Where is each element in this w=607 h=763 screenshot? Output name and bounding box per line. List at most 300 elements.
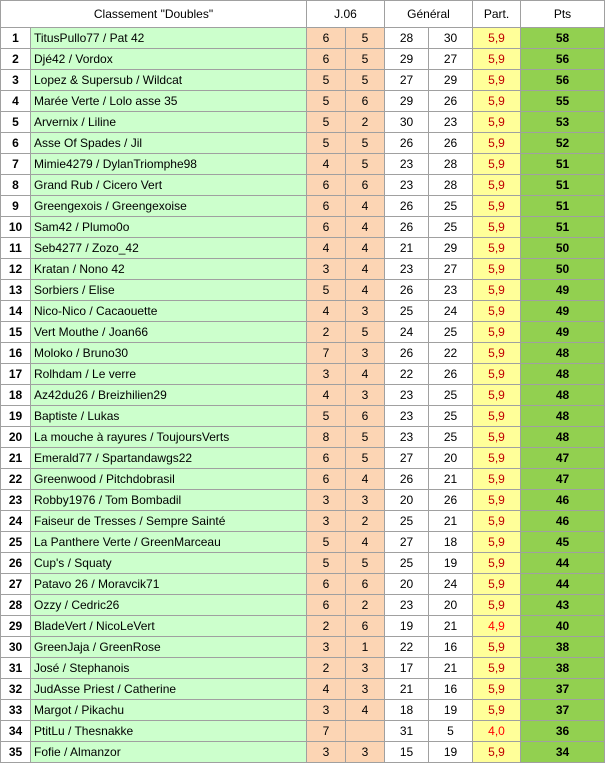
- team-name-cell: Seb4277 / Zozo_42: [31, 238, 307, 259]
- rank-cell: 33: [1, 700, 31, 721]
- rank-cell: 26: [1, 553, 31, 574]
- general-score-2-cell: 27: [429, 49, 473, 70]
- team-name-cell: Grand Rub / Cicero Vert: [31, 175, 307, 196]
- points-cell: 49: [521, 280, 605, 301]
- general-score-1-cell: 23: [385, 175, 429, 196]
- points-cell: 48: [521, 406, 605, 427]
- rank-cell: 8: [1, 175, 31, 196]
- participation-cell: 5,9: [473, 574, 521, 595]
- round-score-1-cell: 7: [307, 343, 346, 364]
- round-score-1-cell: 2: [307, 616, 346, 637]
- team-name-cell: La mouche à rayures / ToujoursVerts: [31, 427, 307, 448]
- round-score-2-cell: 5: [346, 427, 385, 448]
- general-score-2-cell: 22: [429, 343, 473, 364]
- general-score-2-cell: 24: [429, 574, 473, 595]
- points-cell: 48: [521, 364, 605, 385]
- general-score-2-cell: 21: [429, 616, 473, 637]
- table-row: [1, 511, 605, 532]
- participation-cell: 5,9: [473, 280, 521, 301]
- general-score-1-cell: 27: [385, 70, 429, 91]
- round-score-1-cell: 6: [307, 196, 346, 217]
- round-score-1-cell: 5: [307, 133, 346, 154]
- participation-cell: 5,9: [473, 175, 521, 196]
- round-score-1-cell: 5: [307, 553, 346, 574]
- round-score-1-cell: 4: [307, 385, 346, 406]
- participation-cell: 5,9: [473, 49, 521, 70]
- general-score-1-cell: 31: [385, 721, 429, 742]
- team-name-cell: Faiseur de Tresses / Sempre Sainté: [31, 511, 307, 532]
- participation-cell: 5,9: [473, 742, 521, 763]
- participation-cell: 5,9: [473, 700, 521, 721]
- points-cell: 51: [521, 196, 605, 217]
- team-name-cell: José / Stephanois: [31, 658, 307, 679]
- participation-cell: 5,9: [473, 133, 521, 154]
- table-row: [1, 721, 605, 742]
- general-score-1-cell: 15: [385, 742, 429, 763]
- round-score-2-cell: 4: [346, 469, 385, 490]
- round-score-2-cell: 5: [346, 133, 385, 154]
- participation-cell: 5,9: [473, 658, 521, 679]
- participation-cell: 5,9: [473, 595, 521, 616]
- rank-cell: 15: [1, 322, 31, 343]
- team-name-cell: Rolhdam / Le verre: [31, 364, 307, 385]
- general-score-1-cell: 26: [385, 196, 429, 217]
- participation-cell: 4,0: [473, 721, 521, 742]
- round-score-1-cell: 5: [307, 112, 346, 133]
- general-score-1-cell: 20: [385, 490, 429, 511]
- general-score-2-cell: 20: [429, 595, 473, 616]
- table-row: [1, 112, 605, 133]
- team-name-cell: Greengexois / Greengexoise: [31, 196, 307, 217]
- general-score-2-cell: 25: [429, 427, 473, 448]
- round-score-1-cell: 3: [307, 742, 346, 763]
- participation-cell: 5,9: [473, 553, 521, 574]
- points-cell: 48: [521, 343, 605, 364]
- team-name-cell: Asse Of Spades / Jil: [31, 133, 307, 154]
- round-score-1-cell: 6: [307, 217, 346, 238]
- participation-cell: 5,9: [473, 112, 521, 133]
- round-score-2-cell: [346, 721, 385, 742]
- points-cell: 52: [521, 133, 605, 154]
- team-name-cell: Sam42 / Plumo0o: [31, 217, 307, 238]
- team-name-cell: Cup's / Squaty: [31, 553, 307, 574]
- team-name-cell: Nico-Nico / Cacaouette: [31, 301, 307, 322]
- round-score-1-cell: 6: [307, 574, 346, 595]
- general-score-2-cell: 23: [429, 112, 473, 133]
- general-score-1-cell: 25: [385, 511, 429, 532]
- general-score-1-cell: 27: [385, 532, 429, 553]
- team-name-cell: Robby1976 / Tom Bombadil: [31, 490, 307, 511]
- round-score-1-cell: 3: [307, 511, 346, 532]
- team-name-cell: Fofie / Almanzor: [31, 742, 307, 763]
- round-score-2-cell: 3: [346, 742, 385, 763]
- round-score-2-cell: 5: [346, 28, 385, 49]
- participation-cell: 5,9: [473, 637, 521, 658]
- round-score-2-cell: 3: [346, 658, 385, 679]
- table-row: [1, 448, 605, 469]
- rank-cell: 3: [1, 70, 31, 91]
- rank-cell: 16: [1, 343, 31, 364]
- points-cell: 56: [521, 70, 605, 91]
- round-score-2-cell: 3: [346, 385, 385, 406]
- round-score-2-cell: 5: [346, 49, 385, 70]
- team-name-cell: PtitLu / Thesnakke: [31, 721, 307, 742]
- team-name-cell: Kratan / Nono 42: [31, 259, 307, 280]
- round-score-2-cell: 2: [346, 511, 385, 532]
- team-name-cell: Djé42 / Vordox: [31, 49, 307, 70]
- table-row: [1, 427, 605, 448]
- round-score-2-cell: 5: [346, 322, 385, 343]
- table-row: [1, 196, 605, 217]
- general-score-2-cell: 27: [429, 259, 473, 280]
- participation-cell: 5,9: [473, 301, 521, 322]
- table-row: [1, 259, 605, 280]
- table-row: [1, 280, 605, 301]
- rank-cell: 28: [1, 595, 31, 616]
- round-score-1-cell: 4: [307, 154, 346, 175]
- rank-cell: 9: [1, 196, 31, 217]
- general-score-2-cell: 28: [429, 154, 473, 175]
- round-score-2-cell: 6: [346, 616, 385, 637]
- participation-cell: 5,9: [473, 343, 521, 364]
- round-score-2-cell: 4: [346, 238, 385, 259]
- general-score-1-cell: 26: [385, 469, 429, 490]
- points-cell: 40: [521, 616, 605, 637]
- rank-cell: 17: [1, 364, 31, 385]
- general-score-2-cell: 20: [429, 448, 473, 469]
- round-score-2-cell: 4: [346, 280, 385, 301]
- points-cell: 37: [521, 679, 605, 700]
- table-row: [1, 406, 605, 427]
- rank-cell: 6: [1, 133, 31, 154]
- general-score-2-cell: 24: [429, 301, 473, 322]
- team-name-cell: Ozzy / Cedric26: [31, 595, 307, 616]
- round-score-1-cell: 7: [307, 721, 346, 742]
- team-name-cell: La Panthere Verte / GreenMarceau: [31, 532, 307, 553]
- rank-cell: 29: [1, 616, 31, 637]
- participation-cell: 5,9: [473, 259, 521, 280]
- team-name-cell: Arvernix / Liline: [31, 112, 307, 133]
- rank-cell: 30: [1, 637, 31, 658]
- round-score-1-cell: 3: [307, 637, 346, 658]
- general-score-1-cell: 26: [385, 280, 429, 301]
- team-name-cell: Baptiste / Lukas: [31, 406, 307, 427]
- points-cell: 56: [521, 49, 605, 70]
- participation-cell: 5,9: [473, 490, 521, 511]
- round-score-1-cell: 4: [307, 238, 346, 259]
- points-cell: 45: [521, 532, 605, 553]
- table-row: [1, 532, 605, 553]
- round-score-1-cell: 3: [307, 364, 346, 385]
- round-score-2-cell: 4: [346, 196, 385, 217]
- round-score-1-cell: 6: [307, 28, 346, 49]
- participation-cell: 5,9: [473, 406, 521, 427]
- team-name-cell: JudAsse Priest / Catherine: [31, 679, 307, 700]
- general-score-2-cell: 21: [429, 511, 473, 532]
- rank-cell: 27: [1, 574, 31, 595]
- general-score-2-cell: 28: [429, 175, 473, 196]
- rank-cell: 1: [1, 28, 31, 49]
- participation-cell: 5,9: [473, 385, 521, 406]
- general-score-1-cell: 28: [385, 28, 429, 49]
- rank-cell: 34: [1, 721, 31, 742]
- table-row: [1, 133, 605, 154]
- round-score-1-cell: 6: [307, 175, 346, 196]
- general-score-2-cell: 19: [429, 553, 473, 574]
- team-name-cell: Vert Mouthe / Joan66: [31, 322, 307, 343]
- pts-header: Pts: [521, 1, 605, 28]
- general-score-2-cell: 16: [429, 679, 473, 700]
- points-cell: 50: [521, 259, 605, 280]
- general-score-1-cell: 29: [385, 49, 429, 70]
- general-score-2-cell: 18: [429, 532, 473, 553]
- round-score-1-cell: 5: [307, 280, 346, 301]
- general-score-2-cell: 30: [429, 28, 473, 49]
- round-score-2-cell: 6: [346, 406, 385, 427]
- table-row: [1, 91, 605, 112]
- general-score-1-cell: 21: [385, 679, 429, 700]
- round-score-2-cell: 5: [346, 70, 385, 91]
- rank-cell: 21: [1, 448, 31, 469]
- general-score-1-cell: 30: [385, 112, 429, 133]
- table-row: [1, 364, 605, 385]
- points-cell: 48: [521, 427, 605, 448]
- team-name-cell: Patavo 26 / Moravcik71: [31, 574, 307, 595]
- general-score-2-cell: 26: [429, 364, 473, 385]
- rank-cell: 10: [1, 217, 31, 238]
- header-row: [1, 1, 605, 28]
- general-score-1-cell: 25: [385, 301, 429, 322]
- participation-cell: 5,9: [473, 448, 521, 469]
- round-score-1-cell: 5: [307, 406, 346, 427]
- round-score-1-cell: 6: [307, 595, 346, 616]
- rank-cell: 4: [1, 91, 31, 112]
- general-score-1-cell: 27: [385, 448, 429, 469]
- team-name-cell: Emerald77 / Spartandawgs22: [31, 448, 307, 469]
- rank-cell: 22: [1, 469, 31, 490]
- table-row: [1, 385, 605, 406]
- table-row: [1, 28, 605, 49]
- general-score-2-cell: 26: [429, 490, 473, 511]
- participation-cell: 5,9: [473, 322, 521, 343]
- round-score-2-cell: 4: [346, 532, 385, 553]
- general-score-2-cell: 16: [429, 637, 473, 658]
- round-score-1-cell: 6: [307, 49, 346, 70]
- general-score-1-cell: 23: [385, 259, 429, 280]
- rank-cell: 11: [1, 238, 31, 259]
- table-row: [1, 595, 605, 616]
- round-score-1-cell: 4: [307, 679, 346, 700]
- general-header: Général: [385, 1, 473, 28]
- participation-cell: 5,9: [473, 238, 521, 259]
- general-score-1-cell: 26: [385, 343, 429, 364]
- participation-cell: 5,9: [473, 532, 521, 553]
- table-row: [1, 658, 605, 679]
- round-score-2-cell: 6: [346, 175, 385, 196]
- general-score-2-cell: 21: [429, 658, 473, 679]
- rank-cell: 24: [1, 511, 31, 532]
- points-cell: 43: [521, 595, 605, 616]
- rank-cell: 31: [1, 658, 31, 679]
- rank-cell: 18: [1, 385, 31, 406]
- points-cell: 55: [521, 91, 605, 112]
- points-cell: 34: [521, 742, 605, 763]
- table-row: [1, 637, 605, 658]
- team-name-cell: GreenJaja / GreenRose: [31, 637, 307, 658]
- general-score-2-cell: 25: [429, 196, 473, 217]
- team-name-cell: TitusPullo77 / Pat 42: [31, 28, 307, 49]
- team-name-cell: Margot / Pikachu: [31, 700, 307, 721]
- points-cell: 46: [521, 490, 605, 511]
- round-score-2-cell: 2: [346, 112, 385, 133]
- round-score-1-cell: 4: [307, 301, 346, 322]
- team-name-cell: Sorbiers / Elise: [31, 280, 307, 301]
- general-score-1-cell: 25: [385, 553, 429, 574]
- round-score-2-cell: 6: [346, 574, 385, 595]
- round-score-2-cell: 6: [346, 91, 385, 112]
- points-cell: 38: [521, 637, 605, 658]
- table-row: [1, 301, 605, 322]
- round-score-2-cell: 3: [346, 343, 385, 364]
- round-score-1-cell: 5: [307, 532, 346, 553]
- general-score-1-cell: 24: [385, 322, 429, 343]
- table-row: [1, 553, 605, 574]
- points-cell: 58: [521, 28, 605, 49]
- rank-cell: 19: [1, 406, 31, 427]
- participation-cell: 5,9: [473, 364, 521, 385]
- points-cell: 37: [521, 700, 605, 721]
- participation-cell: 5,9: [473, 154, 521, 175]
- table-row: [1, 574, 605, 595]
- general-score-1-cell: 21: [385, 238, 429, 259]
- table-row: [1, 49, 605, 70]
- table-row: [1, 343, 605, 364]
- participation-cell: 5,9: [473, 511, 521, 532]
- round-score-2-cell: 1: [346, 637, 385, 658]
- team-name-cell: Lopez & Supersub / Wildcat: [31, 70, 307, 91]
- rank-cell: 20: [1, 427, 31, 448]
- table-row: [1, 742, 605, 763]
- points-cell: 49: [521, 322, 605, 343]
- round-score-2-cell: 3: [346, 679, 385, 700]
- round-score-1-cell: 5: [307, 70, 346, 91]
- general-score-2-cell: 25: [429, 217, 473, 238]
- rank-cell: 32: [1, 679, 31, 700]
- part-header: Part.: [473, 1, 521, 28]
- round-score-1-cell: 3: [307, 700, 346, 721]
- table-row: [1, 175, 605, 196]
- rank-cell: 35: [1, 742, 31, 763]
- points-cell: 36: [521, 721, 605, 742]
- general-score-2-cell: 19: [429, 700, 473, 721]
- general-score-1-cell: 29: [385, 91, 429, 112]
- table-row: [1, 616, 605, 637]
- points-cell: 47: [521, 448, 605, 469]
- round-score-1-cell: 6: [307, 469, 346, 490]
- points-cell: 51: [521, 175, 605, 196]
- points-cell: 38: [521, 658, 605, 679]
- general-score-2-cell: 25: [429, 322, 473, 343]
- round-score-1-cell: 2: [307, 322, 346, 343]
- general-score-1-cell: 22: [385, 364, 429, 385]
- table-row: [1, 217, 605, 238]
- points-cell: 47: [521, 469, 605, 490]
- general-score-2-cell: 25: [429, 385, 473, 406]
- round-score-1-cell: 8: [307, 427, 346, 448]
- team-name-cell: BladeVert / NicoLeVert: [31, 616, 307, 637]
- round-score-2-cell: 4: [346, 700, 385, 721]
- rank-cell: 13: [1, 280, 31, 301]
- participation-cell: 5,9: [473, 469, 521, 490]
- round-score-2-cell: 5: [346, 154, 385, 175]
- round-score-2-cell: 4: [346, 364, 385, 385]
- general-score-2-cell: 23: [429, 280, 473, 301]
- participation-cell: 5,9: [473, 70, 521, 91]
- table-title: Classement "Doubles": [1, 1, 307, 28]
- participation-cell: 5,9: [473, 196, 521, 217]
- rank-cell: 12: [1, 259, 31, 280]
- general-score-2-cell: 21: [429, 469, 473, 490]
- team-name-cell: Greenwood / Pitchdobrasil: [31, 469, 307, 490]
- points-cell: 51: [521, 154, 605, 175]
- round-header: J.06: [307, 1, 385, 28]
- round-score-1-cell: 6: [307, 448, 346, 469]
- general-score-2-cell: 26: [429, 133, 473, 154]
- round-score-2-cell: 3: [346, 490, 385, 511]
- table-row: [1, 70, 605, 91]
- round-score-2-cell: 5: [346, 448, 385, 469]
- general-score-1-cell: 17: [385, 658, 429, 679]
- team-name-cell: Moloko / Bruno30: [31, 343, 307, 364]
- general-score-1-cell: 23: [385, 385, 429, 406]
- round-score-2-cell: 2: [346, 595, 385, 616]
- general-score-1-cell: 23: [385, 595, 429, 616]
- team-name-cell: Marée Verte / Lolo asse 35: [31, 91, 307, 112]
- general-score-2-cell: 19: [429, 742, 473, 763]
- points-cell: 46: [521, 511, 605, 532]
- participation-cell: 5,9: [473, 217, 521, 238]
- team-name-cell: Az42du26 / Breizhilien29: [31, 385, 307, 406]
- general-score-1-cell: 22: [385, 637, 429, 658]
- points-cell: 44: [521, 553, 605, 574]
- general-score-2-cell: 29: [429, 70, 473, 91]
- general-score-1-cell: 23: [385, 406, 429, 427]
- round-score-2-cell: 4: [346, 217, 385, 238]
- table-row: [1, 322, 605, 343]
- general-score-1-cell: 18: [385, 700, 429, 721]
- general-score-1-cell: 20: [385, 574, 429, 595]
- participation-cell: 5,9: [473, 427, 521, 448]
- general-score-2-cell: 5: [429, 721, 473, 742]
- participation-cell: 5,9: [473, 28, 521, 49]
- participation-cell: 4,9: [473, 616, 521, 637]
- team-name-cell: Mimie4279 / DylanTriomphe98: [31, 154, 307, 175]
- general-score-1-cell: 23: [385, 427, 429, 448]
- rank-cell: 5: [1, 112, 31, 133]
- table-row: [1, 490, 605, 511]
- round-score-1-cell: 5: [307, 91, 346, 112]
- round-score-2-cell: 4: [346, 259, 385, 280]
- table-row: [1, 700, 605, 721]
- rank-cell: 23: [1, 490, 31, 511]
- rank-cell: 7: [1, 154, 31, 175]
- points-cell: 53: [521, 112, 605, 133]
- participation-cell: 5,9: [473, 91, 521, 112]
- table-row: [1, 154, 605, 175]
- rank-cell: 14: [1, 301, 31, 322]
- round-score-1-cell: 3: [307, 259, 346, 280]
- points-cell: 44: [521, 574, 605, 595]
